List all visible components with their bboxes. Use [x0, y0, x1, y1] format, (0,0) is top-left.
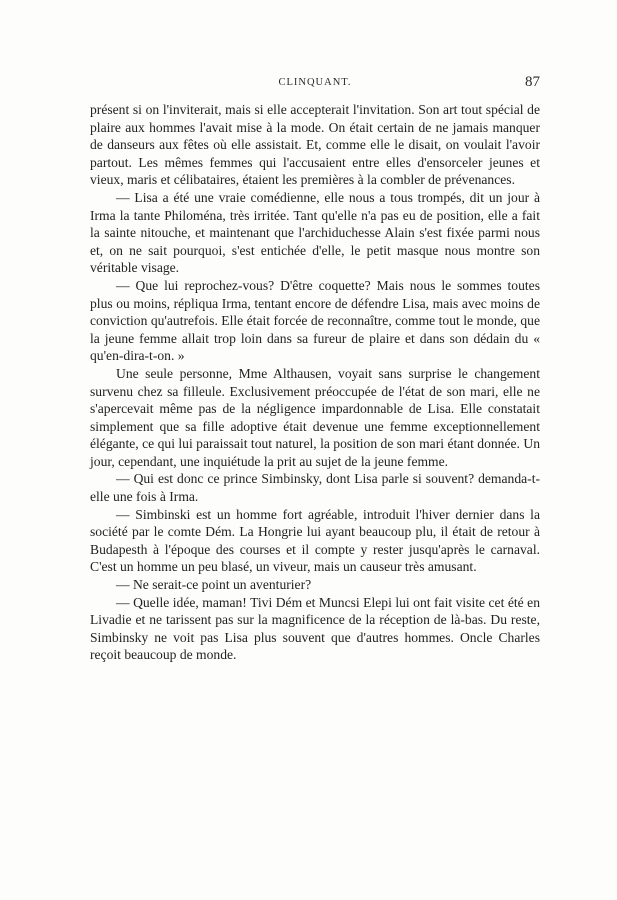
page-number: 87 — [525, 74, 540, 90]
paragraph: — Quelle idée, maman! Tivi Dém et Muncsi Elepi lui ont fait visite cet été en Livadie et ne tarissent pas sur la magnificence de la réception de là-bas. Du reste, Simbinsky ne voit pas Lisa plus souvent que d'autres hommes. Oncle Charles reçoit beaucoup de monde. — [90, 594, 540, 663]
page-header — [90, 74, 540, 97]
paragraph: — Qui est donc ce prince Simbinsky, dont Lisa parle si souvent? demanda-t-elle une fois à Irma. — [90, 471, 540, 505]
body-text — [90, 101, 540, 664]
paragraph: — Simbinski est un homme fort agréable, introduit l'hiver dernier dans la société par le comte Dém. La Hongrie lui ayant beaucoup plu, il était de retour à Budapesth à l'époque des courses et il compte y rester jusqu'après le carnaval. C'est un homme un peu blasé, un viveur, mais un causeur très amusant. — [90, 506, 540, 575]
running-title: CLINQUANT. — [278, 77, 352, 88]
paragraph: — Ne serait-ce point un aventurier? — [116, 577, 312, 593]
paragraph: Une seule personne, Mme Althausen, voyait sans surprise le changement survenu chez sa filleule. Exclusivement préoccupée de l'état de son mari, elle ne s'apercevait même pas de la négligence impardonnable de Lisa. Elle constatait simplement que sa fille adoptive était devenue une femme exceptionnellement élégante, ce qui lui paraissait tout naturel, la position de son mari étant donnée. Un jour, cependant, une inquiétude la prit au sujet de la jeune femme. — [90, 365, 540, 469]
paragraph: — Que lui reprochez-vous? D'être coquette? Mais nous le sommes toutes plus ou moins, répliqua Irma, tentant encore de défendre Lisa, mais avec moins de conviction qu'autrefois. Elle était forcée de reconnaître, comme tout le monde, que la jeune femme allait trop loin dans sa fureur de plaire et dans son dédain du « qu'en-dira-t-on. » — [90, 277, 540, 364]
paragraph: présent si on l'inviterait, mais si elle accepterait l'invitation. Son art tout spécial de plaire aux hommes l'avait mise à la mode. On était certain de ne jamais manquer de danseurs aux fêtes où elle assistait. Et, comme elle le disait, on voulait l'avoir partout. Les mêmes femmes qui l'accusaient entre elles d'ensorceler jeunes et vieux, maris et célibataires, étaient les premières à la combler de prévenances. — [90, 102, 540, 188]
paragraph: — Lisa a été une vraie comédienne, elle nous a tous trompés, dit un jour à Irma la tante Philoména, très irritée. Tant qu'elle n'a pas eu de position, elle a fait la sainte nitouche, et maintenant que l'archiduchesse Alain s'est fixée parmi nous et, on ne sait pourquoi, s'est entichée d'elle, le petit masque nous montre son véritable visage. — [90, 189, 540, 276]
